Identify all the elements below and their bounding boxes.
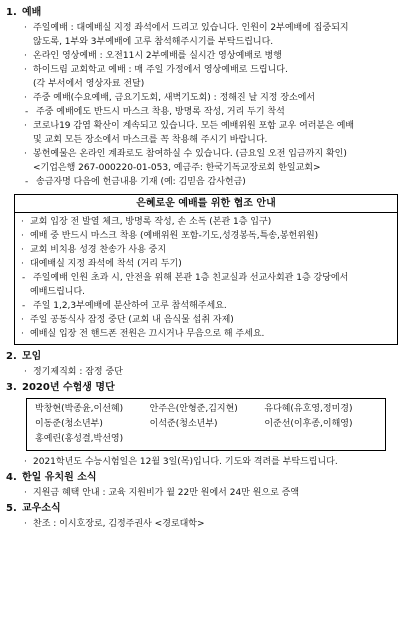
list-item-continuation: 예배드립니다. [30,287,86,297]
student-name [150,432,265,447]
list-item: · 하이드림 교회학교 예배 : 매 주일 가정에서 영상예배로 드립니다. [24,63,410,77]
names-row [35,402,379,417]
list-item: · 대예배실 지정 좌석에 착석 (거리 두기) [21,257,397,271]
student-name: 유다혜(유호영,정미경) [264,404,353,414]
list-subitem: - 주일예배 인원 초과 시, 안전을 위해 본관 1층 친교실과 선교사회관 1층 강당에서 [21,271,397,285]
student-name [264,432,379,447]
list-item: · 교회 입장 전 발열 체크, 방명록 작성, 손 소독 (본관 1층 입구) [21,215,397,229]
student-name: 이준선(이후종,이해영) [264,419,353,429]
list-item: · 코로나19 감염 확산이 계속되고 있습니다. 모든 예배위원 포함 교우 여러분은 예배 [24,119,410,133]
worship-cooperation-notice-box [14,194,398,345]
list-item: · 2021학년도 수능시험일은 12월 3일(목)입니다. 기도와 격려를 부탁드립니다. [24,455,410,469]
names-row [35,417,379,432]
exam-list [6,455,410,469]
meetings-list [6,365,410,379]
list-item: · 온라인 영상예배 : 오전11시 2부예배를 실시간 영상예배로 병행 [24,49,410,63]
student-name: 박창현(박종윤,이선혜) [35,404,124,414]
notice-list [15,213,397,344]
list-item: · 주일예배 : 대예배실 지정 좌석에서 드리고 있습니다. 인원이 2부예배에 집중되지 [24,21,410,35]
list-subitem: - 주일 1,2,3부예배에 분산하여 고루 참석해주세요. [21,299,397,313]
list-item: · 주중 예배(수요예배, 금요기도회, 새벽기도회) : 정해진 날 지정 장소에서 [24,91,410,105]
student-name: 홍예린(홍성결,박선영) [35,434,124,444]
bank-account-line: <기업은행 267-000220-01-053, 예금주: 한국기독교장로회 한일교회> [33,163,321,173]
section-heading-worship: 1. 예배 [6,7,42,18]
names-row [35,432,379,447]
list-item: · 예배 중 반드시 마스크 착용 (예배위원 포함-기도,성경봉독,특송,봉헌위원) [21,229,397,243]
list-item: · 정기제직회 : 잠정 중단 [24,365,410,379]
list-item-continuation: 않도록, 1부와 3부예배에 고루 참석해주시기를 부탁드립니다. [33,37,274,47]
section-heading-meetings: 2. 모임 [6,351,42,362]
exam-students-name-box [26,398,386,451]
section-heading-kindergarten: 4. 한일 유치원 소식 [6,472,97,483]
list-item: · 교회 비치용 성경 찬송가 사용 중지 [21,243,397,257]
list-item: · 지원금 혜택 안내 : 교육 지원비가 월 22만 원에서 24만 원으로 증액 [24,486,410,500]
kindergarten-list [6,486,410,500]
student-name: 안주은(안형준,김지현) [149,404,238,414]
list-item: · 주일 공동식사 잠정 중단 (교회 내 음식물 섭취 자제) [21,313,397,327]
student-name: 이동준(청소년부) [35,419,103,429]
worship-list [6,21,410,189]
list-item: · 찬조 : 이시호장로, 김정주권사 <경로대학> [24,517,410,531]
member-news-list [6,517,410,531]
list-item-continuation: (각 부서에서 영상자료 전달) [33,79,145,89]
section-heading-member-news: 5. 교우소식 [6,503,61,514]
student-name: 이석준(청소년부) [149,419,218,429]
list-item-continuation: 및 교회 모든 장소에서 마스크를 꼭 착용해 주시기 바랍니다. [33,135,268,145]
list-item: · 봉헌예물은 온라인 계좌로도 참여하실 수 있습니다. (금요일 오전 입금까지 확인) [24,147,410,161]
bulletin-page [6,4,410,531]
notice-box-title: 은혜로운 예배를 위한 협조 안내 [15,195,397,213]
list-item: · 예배실 입장 전 핸드폰 전원은 끄시거나 무음으로 해 주세요. [21,327,397,341]
section-heading-exam-students: 3. 2020년 수험생 명단 [6,382,115,393]
list-subitem: - 주중 예배에도 반드시 마스크 착용, 방명록 작성, 거리 두기 착석 [24,105,410,119]
list-subitem: - 송금자명 다음에 헌금내용 기재 (예: 김믿음 감사헌금) [24,175,410,189]
